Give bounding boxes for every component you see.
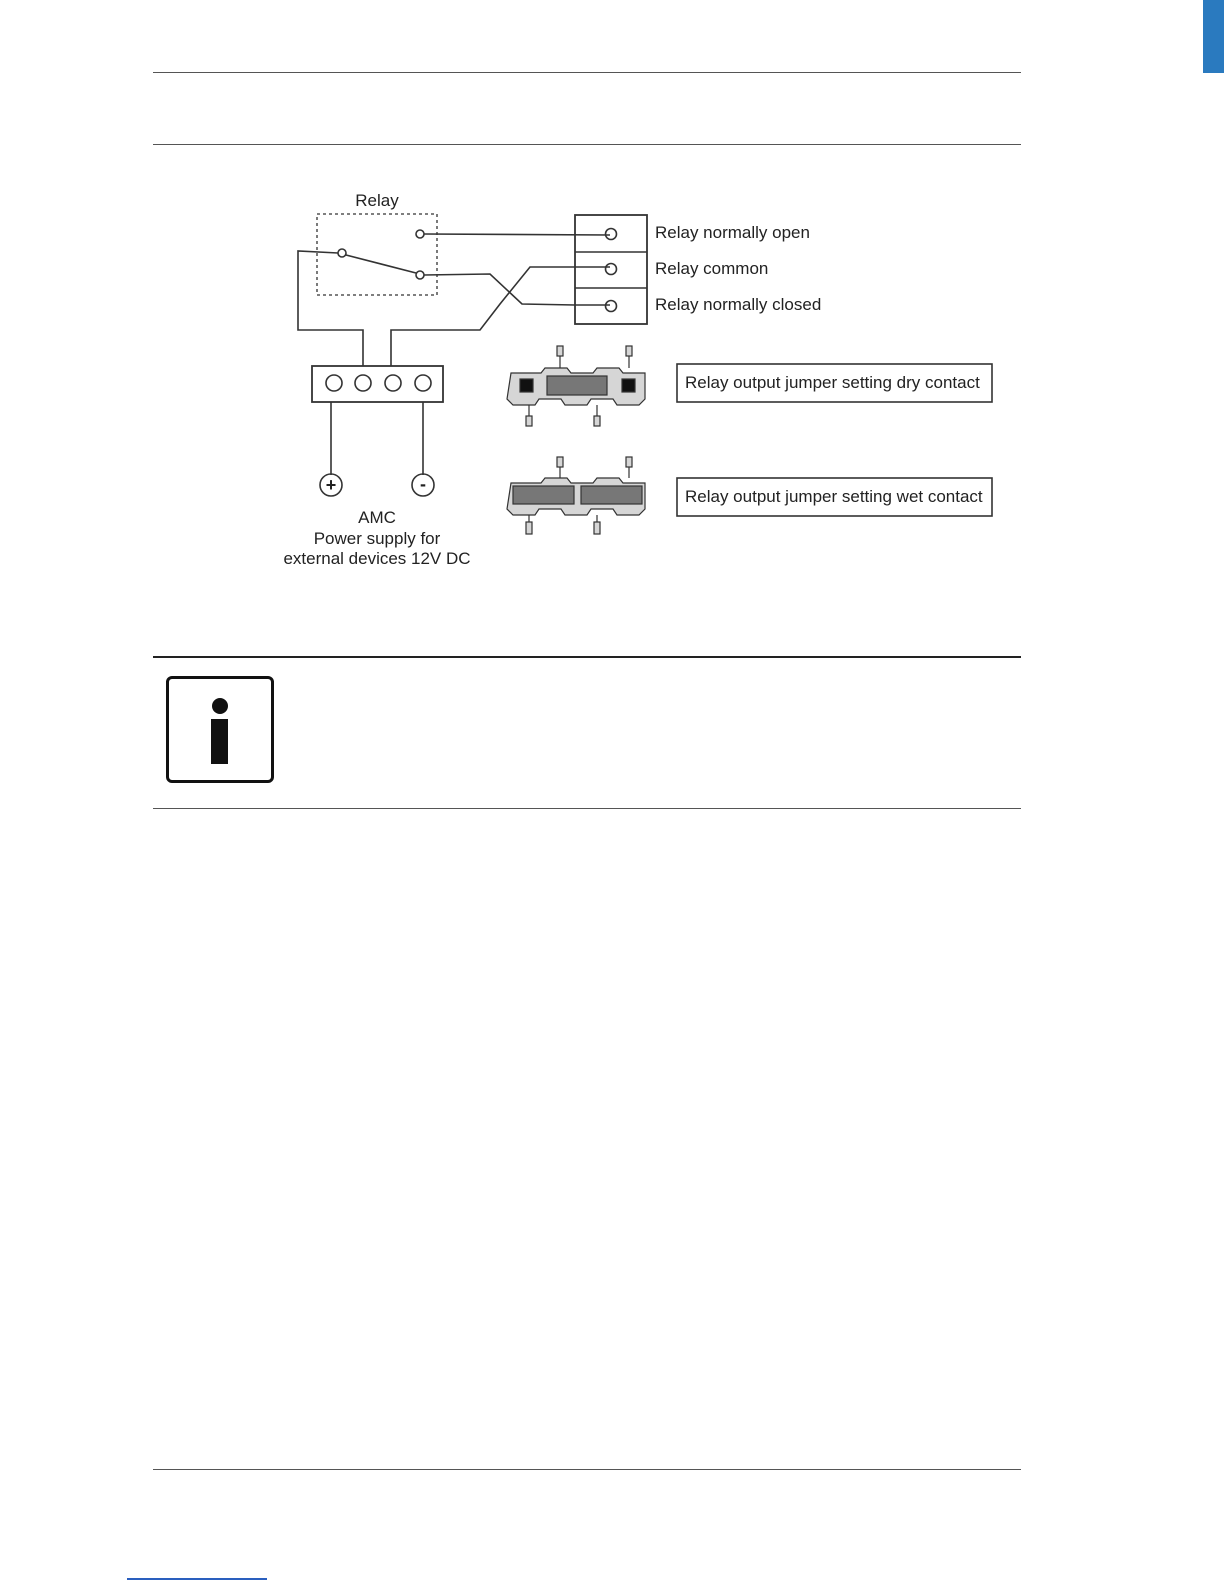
relay-no-contact (416, 230, 424, 238)
footer-rule (153, 1469, 1021, 1470)
terminal-nc (606, 301, 617, 312)
label-normally-closed: Relay normally closed (655, 295, 822, 314)
terminal-no (606, 229, 617, 240)
jumper-wet-contact (507, 457, 645, 534)
relay-terminal-block (575, 215, 647, 324)
power-connector (312, 366, 443, 402)
wire-to-common-terminal (391, 267, 610, 366)
wire-relay-nc (298, 251, 363, 366)
wire-no (424, 234, 610, 235)
relay-box (317, 214, 437, 295)
header-rule-bottom (153, 144, 1021, 145)
relay-title: Relay (355, 191, 399, 210)
relay-wiring-diagram (260, 180, 1000, 580)
info-icon (166, 676, 274, 783)
header-rule-top (153, 72, 1021, 73)
power-label-line3: external devices 12V DC (283, 549, 471, 568)
label-dry-contact: Relay output jumper setting dry contact (685, 373, 980, 392)
minus-sign: - (420, 474, 426, 494)
terminal-common (606, 264, 617, 275)
relay-pivot (338, 249, 346, 257)
plus-sign: + (325, 475, 337, 495)
power-label-line2: Power supply for (313, 529, 441, 548)
relay-common-contact (416, 271, 424, 279)
footer-link-underline (127, 1578, 267, 1580)
label-common: Relay common (655, 259, 769, 278)
note-rule-top (153, 656, 1021, 658)
chapter-edge-tab (1203, 0, 1224, 73)
label-wet-contact: Relay output jumper setting wet contact (685, 487, 983, 506)
jumper-dry-contact (507, 346, 645, 426)
label-normally-open: Relay normally open (655, 223, 810, 242)
note-rule-bottom (153, 808, 1021, 809)
power-label-line1: AMC (358, 508, 396, 527)
relay-switch-arm (346, 255, 416, 273)
wire-relay-common (424, 274, 610, 305)
